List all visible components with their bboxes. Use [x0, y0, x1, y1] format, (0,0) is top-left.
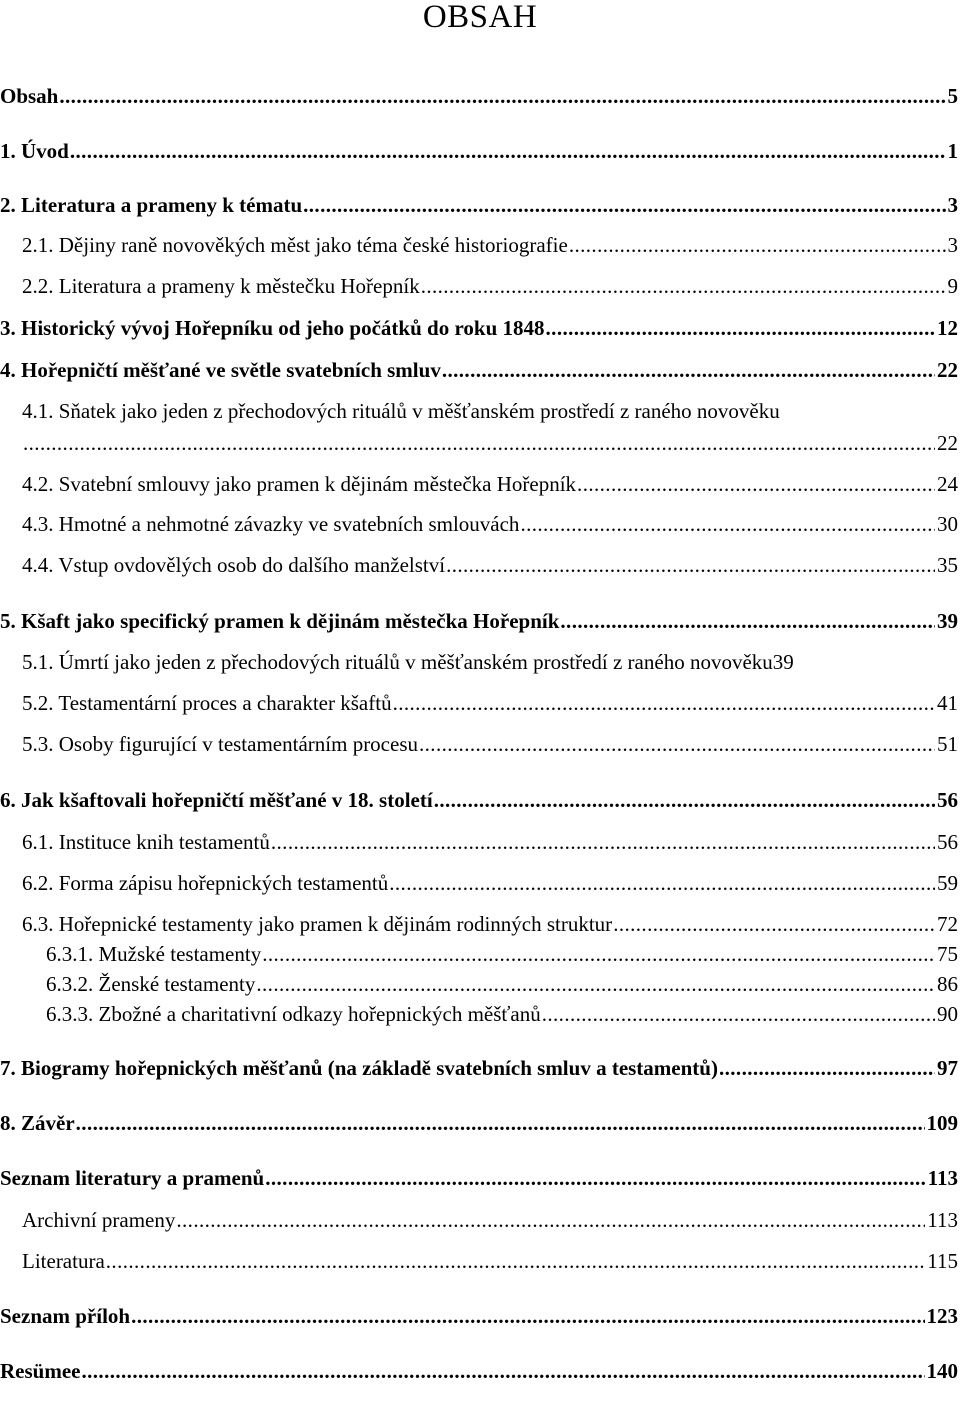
toc-entry-page: 51	[937, 732, 958, 756]
toc-entry-label: 5.2. Testamentární proces a charakter kšaftů	[22, 691, 392, 715]
toc-leader	[421, 273, 946, 299]
toc-entry[interactable]	[22, 552, 958, 578]
toc-entry[interactable]	[22, 911, 958, 937]
toc-leader	[70, 138, 946, 164]
toc-leader	[76, 1110, 925, 1136]
toc-entry-page: 5	[947, 84, 958, 108]
toc-entry-label: 4.3. Hmotné a nehmotné závazky ve svatebních smlouvách	[22, 512, 520, 536]
toc-entry-continuation[interactable]	[22, 430, 958, 456]
toc-leader	[419, 731, 935, 757]
toc-leader	[106, 1248, 925, 1274]
toc-leader	[271, 829, 935, 855]
toc-entry-page: 22	[937, 431, 958, 455]
toc-leader	[613, 911, 935, 937]
toc-entry-label: 2.2. Literatura a prameny k městečku Hořepník	[22, 274, 420, 298]
toc-entry-page: 1	[947, 139, 958, 163]
toc-leader	[542, 1001, 935, 1027]
toc-entry[interactable]	[0, 1358, 958, 1384]
toc-leader	[262, 941, 935, 967]
toc-entry-label: 4.1. Sňatek jako jeden z přechodových rituálů v měšťanském prostředí z raného novověku	[22, 399, 780, 423]
toc-entry[interactable]	[0, 1055, 958, 1081]
toc-entry-page: 12	[937, 316, 958, 340]
toc-entry[interactable]	[22, 870, 958, 896]
toc-entry-label: 6.3. Hořepnické testamenty jako pramen k dějinám rodinných struktur	[22, 912, 613, 936]
toc-entry-page: 24	[937, 472, 958, 496]
toc-entry-label: 5.1. Úmrtí jako jeden z přechodových rituálů v měšťanském prostředí z raného novověku	[22, 650, 773, 674]
toc-entry-page: 35	[937, 553, 958, 577]
toc-entry-label: 6.3.1. Mužské testamenty	[46, 942, 262, 966]
toc-entry-page: 140	[926, 1359, 958, 1383]
toc-entry[interactable]	[0, 1303, 958, 1329]
toc-entry-label: 1. Úvod	[0, 139, 69, 163]
toc-entry[interactable]	[22, 511, 958, 537]
toc-entry-page: 86	[937, 972, 958, 996]
toc-entry-label: 6. Jak kšaftovali hořepničtí měšťané v 18. století	[0, 788, 433, 812]
toc-entry-page: 39	[772, 650, 794, 674]
toc-entry-page: 39	[937, 609, 958, 633]
toc-entry[interactable]	[0, 138, 958, 164]
toc-entry-page: 123	[926, 1304, 958, 1328]
toc-entry-label: 8. Závěr	[0, 1111, 75, 1135]
toc-leader	[577, 471, 935, 497]
toc-entry[interactable]	[46, 1001, 958, 1027]
toc-entry-page: 97	[937, 1056, 958, 1080]
toc-entry-page: 9	[947, 274, 958, 298]
toc-entry-label: 5.3. Osoby figurující v testamentárním procesu	[22, 732, 418, 756]
toc-entry-page: 59	[937, 871, 958, 895]
toc-entry[interactable]	[0, 787, 958, 813]
toc-entry-label: Archivní prameny	[22, 1208, 176, 1232]
toc-leader	[303, 192, 945, 218]
toc-leader	[256, 971, 935, 997]
toc-entry-page: 56	[937, 830, 958, 854]
toc-entry-label: 4. Hořepničtí měšťané ve světle svatebních smluv	[0, 358, 441, 382]
toc-entry-page: 22	[937, 358, 958, 382]
toc-leader	[23, 430, 935, 456]
toc-entry[interactable]	[0, 1165, 958, 1191]
toc-leader	[520, 511, 935, 537]
toc-entry[interactable]	[22, 398, 958, 424]
toc-entry-page: 113	[927, 1166, 958, 1190]
toc-entry[interactable]	[0, 83, 958, 109]
toc-entry-page: 3	[947, 193, 958, 217]
toc-leader	[446, 552, 935, 578]
toc-entry-page: 72	[937, 912, 958, 936]
toc-entry-label: Literatura	[22, 1249, 105, 1273]
toc-entry-page: 56	[937, 788, 958, 812]
toc-entry[interactable]	[22, 1248, 958, 1274]
toc-entry-label: 6.2. Forma zápisu hořepnických testamentů	[22, 871, 389, 895]
page-title: OBSAH	[422, 0, 538, 35]
toc-leader	[265, 1165, 925, 1191]
toc-leader	[546, 315, 935, 341]
toc-entry[interactable]	[46, 941, 958, 967]
toc-entry-page: 90	[937, 1002, 958, 1026]
toc-entry[interactable]	[0, 192, 958, 218]
toc-entry[interactable]	[22, 1207, 958, 1233]
toc-entry-page: 3	[947, 233, 958, 257]
toc-entry[interactable]	[22, 690, 958, 716]
toc-leader	[131, 1303, 924, 1329]
toc-entry-label: 2. Literatura a prameny k tématu	[0, 193, 303, 217]
toc-entry-page: 113	[927, 1208, 958, 1232]
toc-entry[interactable]	[22, 273, 958, 299]
toc-leader	[81, 1358, 924, 1384]
toc-entry[interactable]	[0, 315, 958, 341]
toc-entry-label: 6.1. Instituce knih testamentů	[22, 830, 270, 854]
toc-leader	[719, 1055, 935, 1081]
toc-leader	[442, 357, 935, 383]
toc-entry-page: 30	[937, 512, 958, 536]
toc-entry-label: 2.1. Dějiny raně novověkých měst jako téma české historiografie	[22, 233, 568, 257]
toc-entry-label: 3. Historický vývoj Hořepníku od jeho počátků do roku 1848	[0, 316, 545, 340]
toc-entry-label: Seznam literatury a pramenů	[0, 1166, 265, 1190]
toc-entry[interactable]	[22, 232, 958, 258]
toc-entry-page: 115	[927, 1249, 958, 1273]
toc-entry[interactable]	[0, 357, 958, 383]
toc-entry-page: 109	[926, 1111, 958, 1135]
toc-leader	[393, 690, 935, 716]
toc-leader	[560, 608, 935, 634]
toc-entry[interactable]	[22, 829, 958, 855]
toc-entry-label: 6.3.2. Ženské testamenty	[46, 972, 256, 996]
toc-entry[interactable]	[22, 649, 958, 675]
toc-entry-label: 4.2. Svatební smlouvy jako pramen k dějinám městečka Hořepník	[22, 472, 577, 496]
toc-entry[interactable]	[22, 471, 958, 497]
toc-entry-page: 75	[937, 942, 958, 966]
toc-leader	[434, 787, 935, 813]
toc-leader	[176, 1207, 925, 1233]
toc-entry[interactable]	[0, 608, 958, 634]
toc-entry[interactable]	[0, 1110, 958, 1136]
toc-entry-label: 6.3.3. Zbožné a charitativní odkazy hořepnických měšťanů	[46, 1002, 541, 1026]
toc-entry-label: Resümee	[0, 1359, 81, 1383]
toc-entry-label: Obsah	[0, 84, 59, 108]
toc-entry-label: 5. Kšaft jako specifický pramen k dějinám městečka Hořepník	[0, 609, 560, 633]
toc-leader	[569, 232, 946, 258]
toc-entry[interactable]	[46, 971, 958, 997]
toc-entry-label: 7. Biogramy hořepnických měšťanů (na základě svatebních smluv a testamentů)	[0, 1056, 718, 1080]
toc-entry-label: 4.4. Vstup ovdovělých osob do dalšího manželství	[22, 553, 446, 577]
toc-entry-label: Seznam příloh	[0, 1304, 131, 1328]
toc-leader	[389, 870, 935, 896]
toc-entry-page: 41	[937, 691, 958, 715]
toc-leader	[59, 83, 945, 109]
toc-entry[interactable]	[22, 731, 958, 757]
